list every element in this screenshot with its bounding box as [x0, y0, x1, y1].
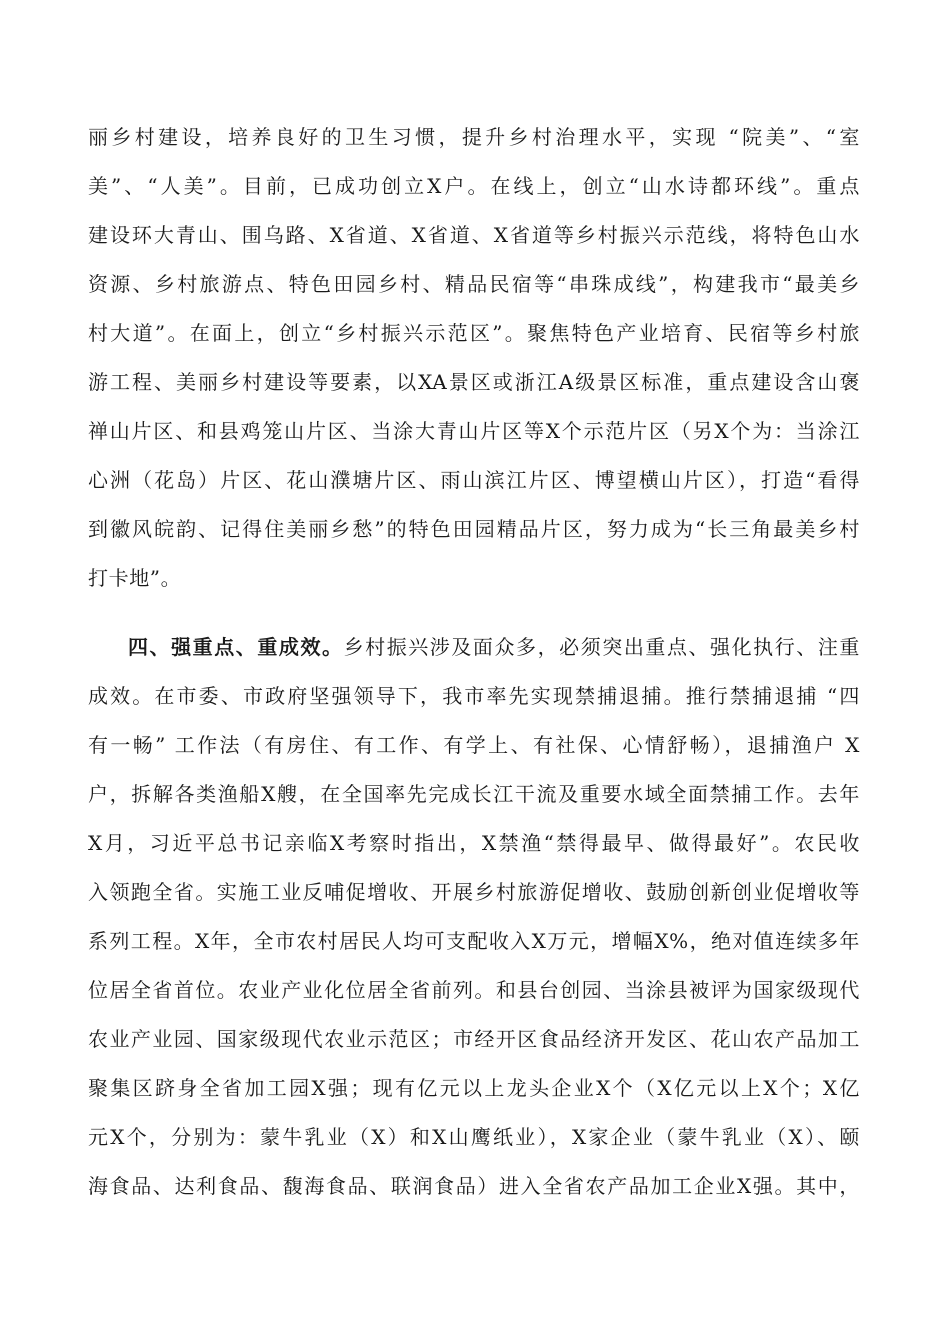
paragraph-2-line-8: 位居全省首位。农业产业化位居全省前列。和县台创园、当涂县被评为国家级现代 [88, 978, 860, 1002]
paragraph-2-line-3: 有一畅” 工作法（有房住、有工作、有学上、有社保、心情舒畅），退捕渔户 X [88, 733, 860, 757]
paragraph-1-line-3: 建设环大青山、围乌路、X省道、X省道、X省道等乡村振兴示范线，将特色山水 [88, 223, 860, 247]
paragraph-2-line-4: 户，拆解各类渔船X艘，在全国率先完成长江干流及重要水域全面禁捕工作。去年 [88, 782, 860, 806]
paragraph-1-line-4: 资源、乡村旅游点、特色田园乡村、精品民宿等“串珠成线”，构建我市“最美乡 [88, 272, 860, 296]
paragraph-2-line-1 [128, 627, 860, 667]
section-heading: 四、强重点、重成效。 [128, 635, 344, 659]
paragraph-2-line-1-text: 乡村振兴涉及面众多，必须突出重点、强化执行、注重 [343, 635, 860, 659]
paragraph-1-line-9: 到徽风皖韵、记得住美丽乡愁”的特色田园精品片区，努力成为“长三角最美乡村 [88, 517, 860, 541]
paragraph-2-line-5: X月，习近平总书记亲临X考察时指出，X禁渔“禁得最早、做得最好”。农民收 [88, 831, 860, 855]
paragraph-2-line-2: 成效。在市委、市政府坚强领导下，我市率先实现禁捕退捕。推行禁捕退捕 “四 [88, 684, 860, 708]
paragraph-1-line-6: 游工程、美丽乡村建设等要素，以XA景区或浙江A级景区标准，重点建设含山褒 [88, 370, 860, 394]
paragraph-1-line-10: 打卡地”。 [88, 566, 182, 590]
paragraph-2-line-11: 元X个，分别为：蒙牛乳业（X）和X山鹰纸业），X家企业（蒙牛乳业（X）、颐 [88, 1125, 860, 1149]
paragraph-1-line-7: 禅山片区、和县鸡笼山片区、当涂大青山片区等X个示范片区（另X个为：当涂江 [88, 419, 860, 443]
paragraph-1-line-2: 美”、“人美”。目前，已成功创立X户。在线上，创立“山水诗都环线”。重点 [88, 174, 860, 198]
paragraph-2-line-7: 系列工程。X年，全市农村居民人均可支配收入X万元，增幅X%，绝对值连续多年 [88, 929, 860, 953]
paragraph-1-line-1: 丽乡村建设，培养良好的卫生习惯，提升乡村治理水平，实现 “院美”、“室 [88, 125, 860, 149]
paragraph-2-line-10: 聚集区跻身全省加工园X强；现有亿元以上龙头企业X个（X亿元以上X个；X亿 [88, 1076, 860, 1100]
paragraph-1-line-5: 村大道”。在面上，创立“乡村振兴示范区”。聚焦特色产业培育、民宿等乡村旅 [88, 321, 860, 345]
paragraph-2-line-6: 入领跑全省。实施工业反哺促增收、开展乡村旅游促增收、鼓励创新创业促增收等 [88, 880, 860, 904]
paragraph-2-line-9: 农业产业园、国家级现代农业示范区；市经开区食品经济开发区、花山农产品加工 [88, 1027, 860, 1051]
paragraph-2-line-12: 海食品、达利食品、馥海食品、联润食品）进入全省农产品加工企业X强。其中， [88, 1174, 860, 1198]
paragraph-1-line-8: 心洲（花岛）片区、花山濮塘片区、雨山滨江片区、博望横山片区），打造“看得 [88, 468, 860, 492]
